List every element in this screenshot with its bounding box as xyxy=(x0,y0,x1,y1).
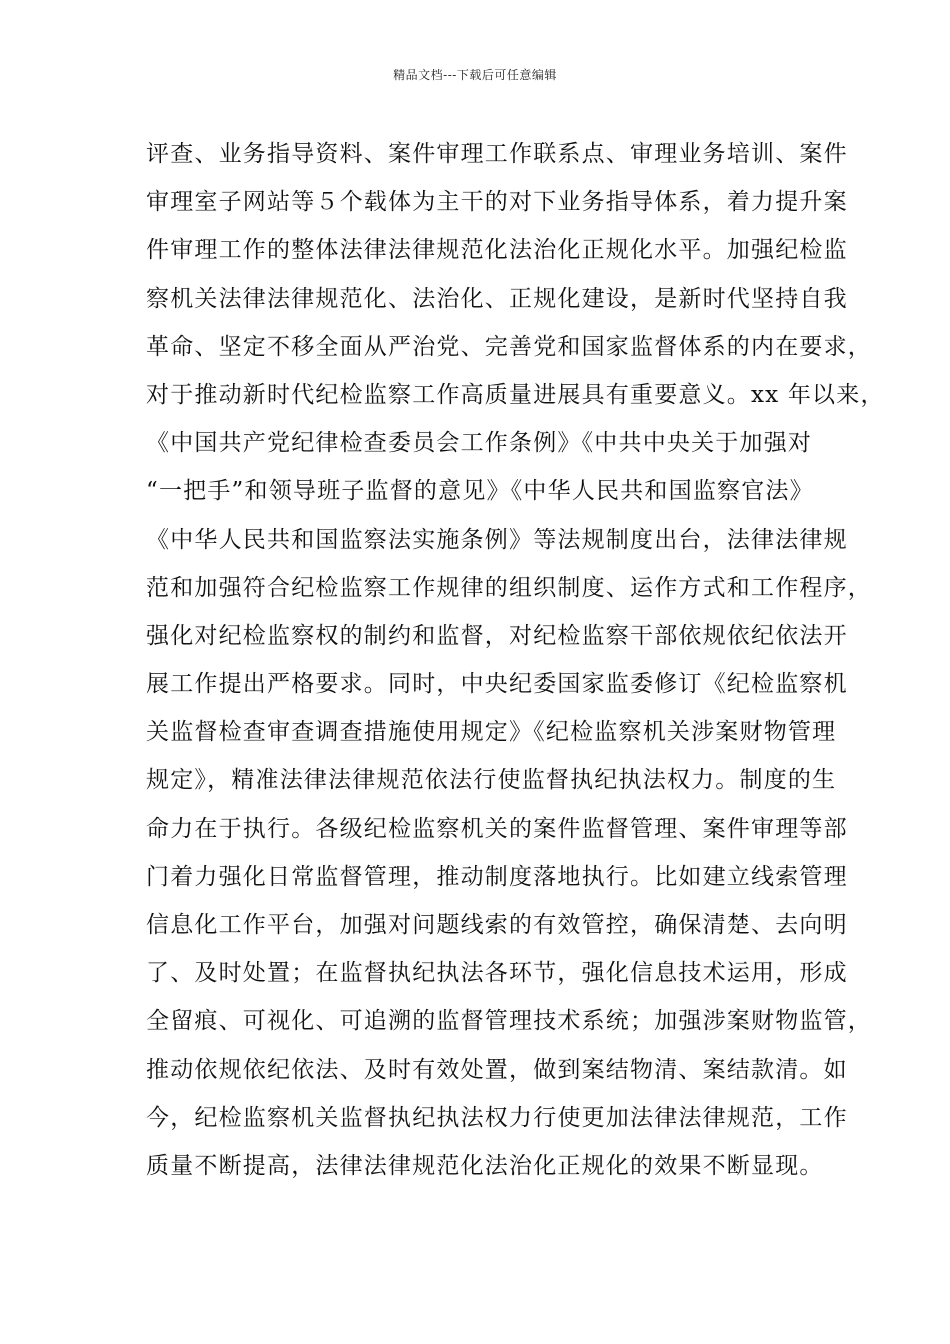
text-line: 推动依规依纪依法、及时有效处置，做到案结物清、案结款清。如 xyxy=(146,1056,848,1083)
page-header: 精品文档---下载后可任意编辑 xyxy=(393,68,557,82)
text-line: 了、及时处置；在监督执纪执法各环节，强化信息技术运用，形成 xyxy=(146,960,848,987)
text-line: 规定》，精准法律法律规范依法行使监督执纪执法权力。制度的生 xyxy=(146,767,837,794)
text-line: 《中华人民共和国监察法实施条例》等法规制度出台，法律法律规 xyxy=(146,526,848,553)
text-line: 《中国共产党纪律检查委员会工作条例》《中共中央关于加强对 xyxy=(146,430,813,457)
body-paragraph xyxy=(146,130,885,1190)
text-line: 范和加强符合纪检监察工作规律的组织制度、运作方式和工作程序， xyxy=(146,574,872,601)
text-line: 展工作提出严格要求。同时，中央纪委国家监委修订《纪检监察机 xyxy=(146,671,848,698)
text-line: 今，纪检监察机关监督执纪执法权力行使更加法律法律规范，工作 xyxy=(146,1104,848,1131)
text-line: 审理室子网站等５个载体为主干的对下业务指导体系，着力提升案 xyxy=(146,189,848,216)
text-line: 门着力强化日常监督管理，推动制度落地执行。比如建立线索管理 xyxy=(146,863,848,890)
text-line: 全留痕、可视化、可追溯的监督管理技术系统；加强涉案财物监管， xyxy=(146,1008,872,1035)
text-line: “一把手”和领导班子监督的意见》《中华人民共和国监察官法》 xyxy=(146,478,814,505)
text-line: 评查、业务指导资料、案件审理工作联系点、审理业务培训、案件 xyxy=(146,141,848,167)
text-line: 察机关法律法律规范化、法治化、正规化建设，是新时代坚持自我 xyxy=(146,285,848,312)
text-line: 质量不断提高，法律法律规范化法治化正规化的效果不断显现。 xyxy=(146,1152,824,1179)
text-line: 关监督检查审查调查措施使用规定》《纪检监察机关涉案财物管理 xyxy=(146,719,837,746)
text-line: 革命、坚定不移全面从严治党、完善党和国家监督体系的内在要求， xyxy=(146,333,872,360)
text-line: 信息化工作平台，加强对问题线索的有效管控，确保清楚、去向明 xyxy=(146,912,848,938)
text-line: 命力在于执行。各级纪检监察机关的案件监督管理、案件审理等部 xyxy=(146,815,848,842)
text-line: 对于推动新时代纪检监察工作高质量进展具有重要意义。xx 年以来， xyxy=(146,381,885,408)
text-line: 强化对纪检监察权的制约和监督，对纪检监察干部依规依纪依法开 xyxy=(146,622,848,649)
text-line: 件审理工作的整体法律法律规范化法治化正规化水平。加强纪检监 xyxy=(146,237,848,264)
